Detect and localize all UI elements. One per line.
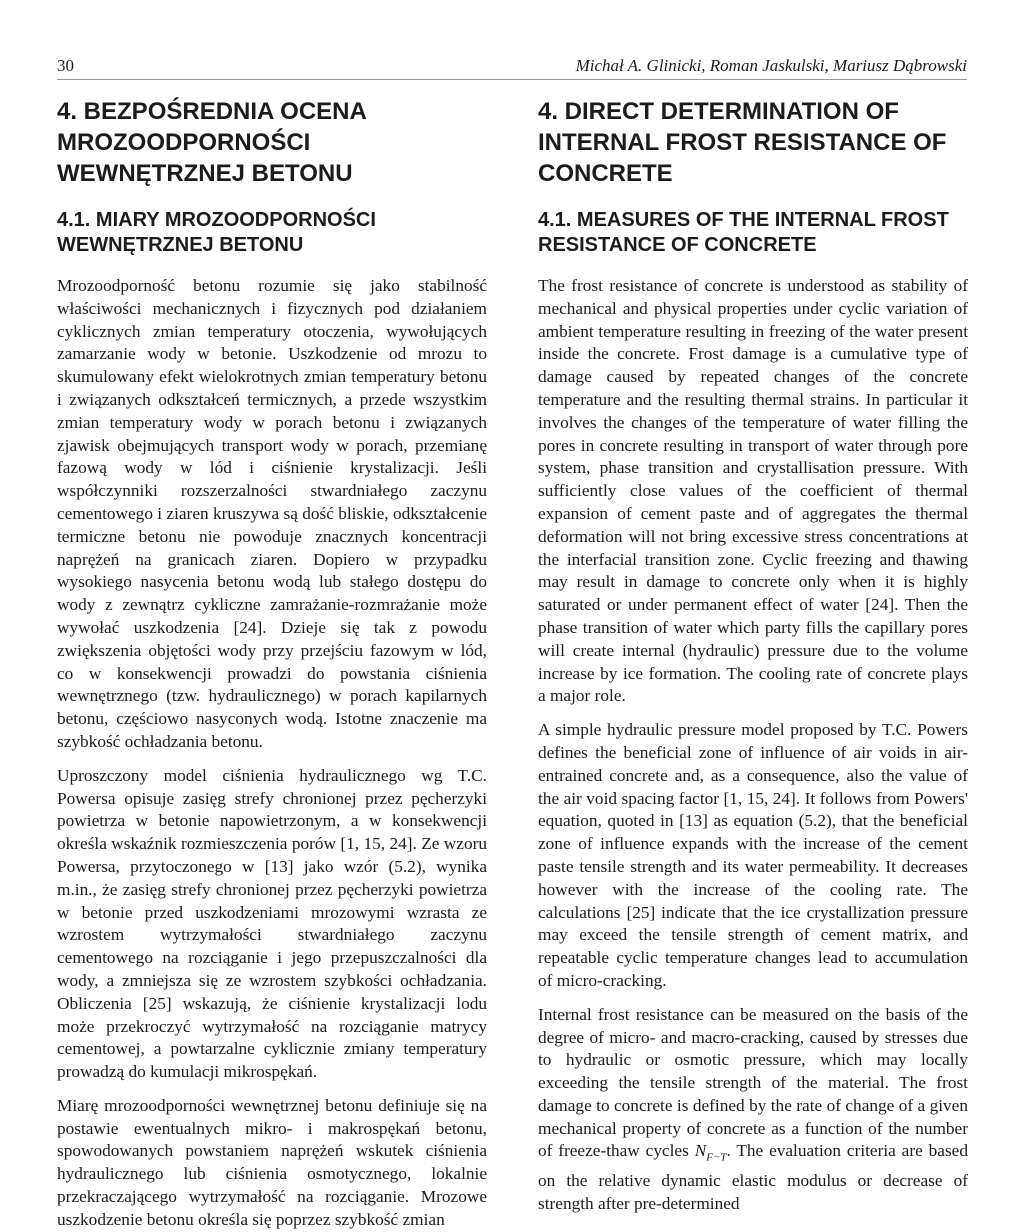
running-head-authors: Michał A. Glinicki, Roman Jaskulski, Mariusz Dąbrowski — [575, 56, 967, 75]
body-text-en — [538, 275, 968, 1215]
paragraph-pl-2: Uproszczony model ciśnienia hydraulicznego wg T.C. Powersa opisuje zasięg strefy chronionej przez pęcherzyki powietrza w betonie napowietrzonym, a w konsekwencji określa wskaźnik rozmieszczenia porów [1, 15, 24]. Ze wzoru Powersa, przytoczonego w [13] jako wzór (5.2), wynika m.in., że zasięg strefy chronionej przez pęcherzyki powietrza w betonie przed uszkodzeniami mrozowymi wzrasta ze wzrostem wytrzymałości stwardniałego zaczynu cementowego na rozciąganie i jego przepuszczalności dla wody, a zmniejsza się ze wzrostem szybkości ochładzania. Obliczenia [25] wskazują, że ciśnienie krystalizacji lodu może przekroczyć wytrzymałość na rozciąganie matrycy cementowej, a powtarzalne cyklicznie zmiany temperatury prowadzą do kumulacji mikrospękań. — [57, 765, 487, 1082]
section-heading-en: 4. DIRECT DETERMINATION OF INTERNAL FROST RESISTANCE OF CONCRETE — [538, 98, 947, 187]
paragraph-en-2: A simple hydraulic pressure model proposed by T.C. Powers defines the beneficial zone of influence of air voids in air-entrained concrete and, as a consequence, also the value of the air void spacing factor [1, 15, 24]. It follows from Powers' equation, quoted in [13] as equation (5.2), that the beneficial zone of influence expands with the increase of the cement paste tensile strength and its water permeability. It decreases however with the increase of the cooling rate. The calculations [25] indicate that the ice crystallization pressure may exceed the tensile strength of cement matrix, and repeatable cyclic temperature changes lead to accumulation of micro-cracking. — [538, 720, 968, 990]
freeze-thaw-cycles-symbol: $N_{F-T}$ — [694, 1141, 727, 1164]
page-header — [57, 56, 967, 78]
paragraph-en-1: The frost resistance of concrete is understood as stability of mechanical and physical properties under cyclic variation of ambient temperature resulting in freezing of the water present inside the concrete. Frost damage is a cumulative type of damage caused by repeated changes of the concrete temperature and the resulting thermal strains. In particular it involves the changes of the temperature of water filling the pores in concrete resulting in transport of water through pore system, phase transition and crystallisation pressure. With sufficiently close values of the coefficient of thermal expansion of cement paste and of aggregates the thermal deformation will not bring excessive stress concentrations at the interfacial transition zone. Cyclic freezing and thawing may result in damage to concrete only when it is highly saturated or under permanent effect of water [24]. Then the phase transition of water which party fills the capillary pores will create internal (hydraulic) pressure due to the volume increase by ice formation. The cooling rate of concrete plays a major role. — [538, 276, 968, 706]
paragraph-pl-3: Miarę mrozoodporności wewnętrznej betonu definiuje się na postawie ewentualnych mikro- i makrospękań betonu, spowodowanych powstaniem naprężeń wskutek ciśnienia hydraulicznego lub ciśnienia osmotycznego, lokalnie przekraczającego wytrzymałość na rozciąganie. Mrozowe uszkodzenie betonu określa się poprzez szybkość zmian — [57, 1095, 487, 1229]
paragraph-en-3-text: Internal frost resistance can be measured on the basis of the degree of micro- and macro-cracking, caused by stresses due to hydraulic or osmotic pressure, which may locally exceeding the tensile strength of the material. The frost damage to concrete is defined by the rate of change of a given mechanical property of concrete as a function of the number of freeze-thaw cycles — [538, 1004, 968, 1161]
body-text-pl — [57, 275, 487, 1232]
header-rule — [57, 79, 967, 80]
paragraph-pl-1: Mrozoodporność betonu rozumie się jako stabilność właściwości mechanicznych i fizycznych pod działaniem cyklicznych zmian temperatury otoczenia, wywołujących zamarzanie wody w betonie. Uszkodzenie od mrozu to skumulowany efekt wielokrotnych zmian temperatury betonu i związanych odkształceń termicznych, a przede wszystkim zmian temperatury wody w porach betonu i związanych zjawisk obejmujących transport wody w porach, przemianę fazową wody w lód i ciśnienie krystalizacji. Jeśli współczynniki rozszerzalności stwardniałego zaczynu cementowego i ziaren kruszywa są dość bliskie, odkształcenie termiczne betonu nie powoduje znacznych koncentracji naprężeń na granicach ziaren. Dopiero w przypadku wysokiego nasycenia betonu wodą lub stałego dostępu do wody z zewnątrz cykliczne zamrażanie-rozmrażanie może wywołać uszkodzenia [24]. Dzieje się tak z powodu zwiększenia objętości wody przy przejściu fazowym w lód, co w konsekwencji prowadzi do powstania ciśnienia wewnętrznego (tzw. hydraulicznego) w porach kapilarnych betonu, częściowo nasyconych wodą. Istotne znaczenie ma szybkość ochładzania betonu. — [57, 276, 487, 751]
subsection-heading-pl: 4.1. MIARY MROZOODPORNOŚCI WEWNĘTRZNEJ BETONU — [57, 209, 376, 256]
subsection-heading-en: 4.1. MEASURES OF THE INTERNAL FROST RESISTANCE OF CONCRETE — [538, 209, 949, 256]
section-heading-pl: 4. BEZPOŚREDNIA OCENA MROZOODPORNOŚCI WEWNĘTRZNEJ BETONU — [57, 98, 366, 187]
polish-column — [57, 96, 487, 1232]
page-number: 30 — [57, 56, 74, 75]
paragraph-en-3-tail: . The evaluation criteria are based on the relative dynamic elastic modulus or decrease of strength after pre-determined — [538, 1141, 968, 1213]
paragraph-en-3 — [538, 1004, 968, 1216]
english-column — [538, 96, 968, 1215]
